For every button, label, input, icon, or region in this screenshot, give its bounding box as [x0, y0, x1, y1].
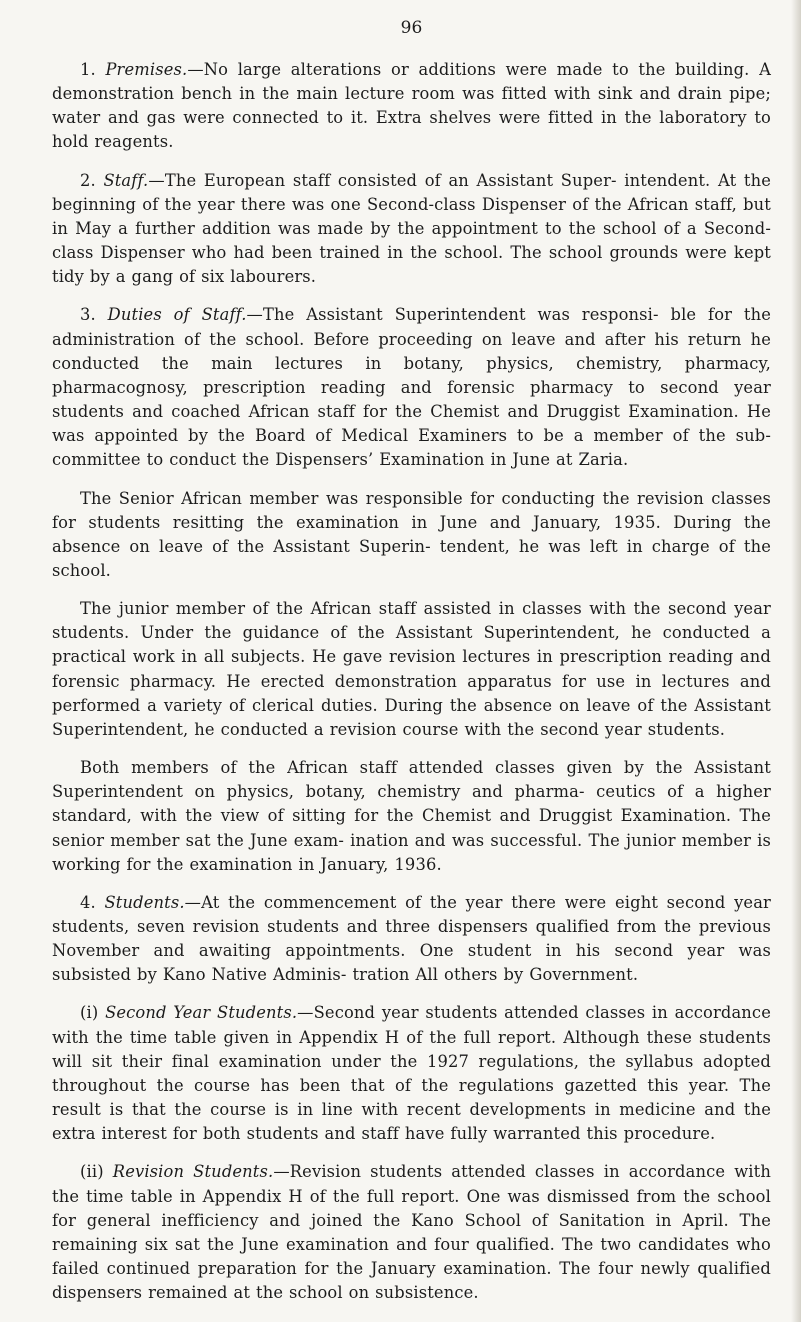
section-number: 3. [80, 305, 108, 325]
paragraph-second-year-students [52, 1001, 771, 1146]
paragraph-text: The Senior African member was responsible for conducting the revision classes for students resitting the examination in June and January, 1935. During the absence on leave of the Assistant Superin- tendent, he was left in charge of the school. [52, 488, 771, 580]
paragraph-text: —At the commencement of the year there were eight second year students, seven revision students and three dispensers qualified from the previous November and awaiting appointments. One student in his second year was subsisted by Kano Native Adminis- tration All others by Government. [52, 892, 771, 985]
section-heading: Students. [104, 892, 185, 912]
paragraph-text: —Revision students attended classes in accordance with the time table in Appendix H of the full report. One was dismissed from the school for general inefficiency and joined the Kano School of Sanitation in April. The remaining six sat the June examination and four qualified. The two candidates who failed continued preparation for the January examination. The four newly qualified dispensers remained at the school on subsistence. [52, 1162, 771, 1303]
paragraph-text: —The Assistant Superintendent was responsi- ble for the administration of the school. Before proceeding on leave and after his return he conducted the main lectures in botany, physics, chemistry, pharmacy, pharmacognosy, prescription reading and forensic pharmacy to second year students and coached African staff for the Chemist and Druggist Examination. He was appointed by the Board of Medical Examiners to be a member of the sub-committee to conduct the Dispensers’ Examination in June at Zaria. [52, 305, 772, 470]
section-heading: Duties of Staff. [107, 305, 247, 325]
paragraph-premises [52, 58, 771, 155]
paragraph-text: —The European staff consisted of an Assistant Super- intendent. At the beginning of the year there was one Second-class Dispenser of the African staff, but in May a further addition was made by the appointment to the school of a Second-class Dispenser who had been trained in the school. The school grounds were kept tidy by a gang of six labourers. [52, 170, 771, 287]
paragraph-junior-member [52, 597, 771, 742]
paragraph-students [52, 891, 771, 988]
paragraph-both-members [52, 756, 771, 877]
subsection-heading: Revision Students. [112, 1162, 274, 1182]
paragraph-text: Both members of the African staff attended classes given by the Assistant Superintendent on physics, botany, chemistry and pharma- ceutics of a higher standard, with the view of sitting for the Chemist and Druggist Examination. The senior member sat the June exam- ination and was successful. The junior member is working for the examination in January, 1936. [52, 758, 771, 874]
subsection-number: (i) [80, 1003, 106, 1023]
paragraph-revision-students [52, 1160, 771, 1305]
paragraph-text: The junior member of the African staff assisted in classes with the second year students. Under the guidance of the Assistant Superintendent, he conducted a practical work in all subjects. He gave revision lectures in prescription reading and forensic pharmacy. He erected demonstration apparatus for use in lectures and performed a variety of clerical duties. During the absence on leave of the Assistant Superintendent, he conducted a revision course with the second year students. [52, 599, 771, 739]
section-heading: Staff. [103, 170, 149, 190]
page-edge-shadow [791, 0, 801, 1322]
subsection-number: (ii) [80, 1162, 113, 1182]
paragraph-senior-member [52, 487, 771, 584]
section-heading: Premises. [105, 60, 188, 79]
subsection-heading: Second Year Students. [105, 1003, 298, 1023]
section-number: 2. [80, 170, 104, 190]
paragraph-text: —Second year students attended classes in accordance with the time table given in Appendix H of the full report. Although these students will sit their final examination under the 1927 regulations, the syllabus adopted throughout the course has been that of the regulations gazetted this year. The result is that the course is in line with recent developments in medicine and the extra interest for both students and staff have fully warranted this procedure. [52, 1003, 771, 1144]
page-number: 96 [400, 18, 423, 38]
section-number: 1. [80, 60, 106, 79]
section-number: 4. [80, 892, 105, 912]
paragraph-staff [52, 169, 771, 290]
paragraph-duties-of-staff [52, 303, 771, 472]
paragraph-text: —No large alterations or additions were made to the building. A demonstration bench in the main lecture room was fitted with sink and drain pipe; water and gas were connected to it. Extra shelves were fitted in the laboratory to hold reagents. [52, 60, 771, 152]
